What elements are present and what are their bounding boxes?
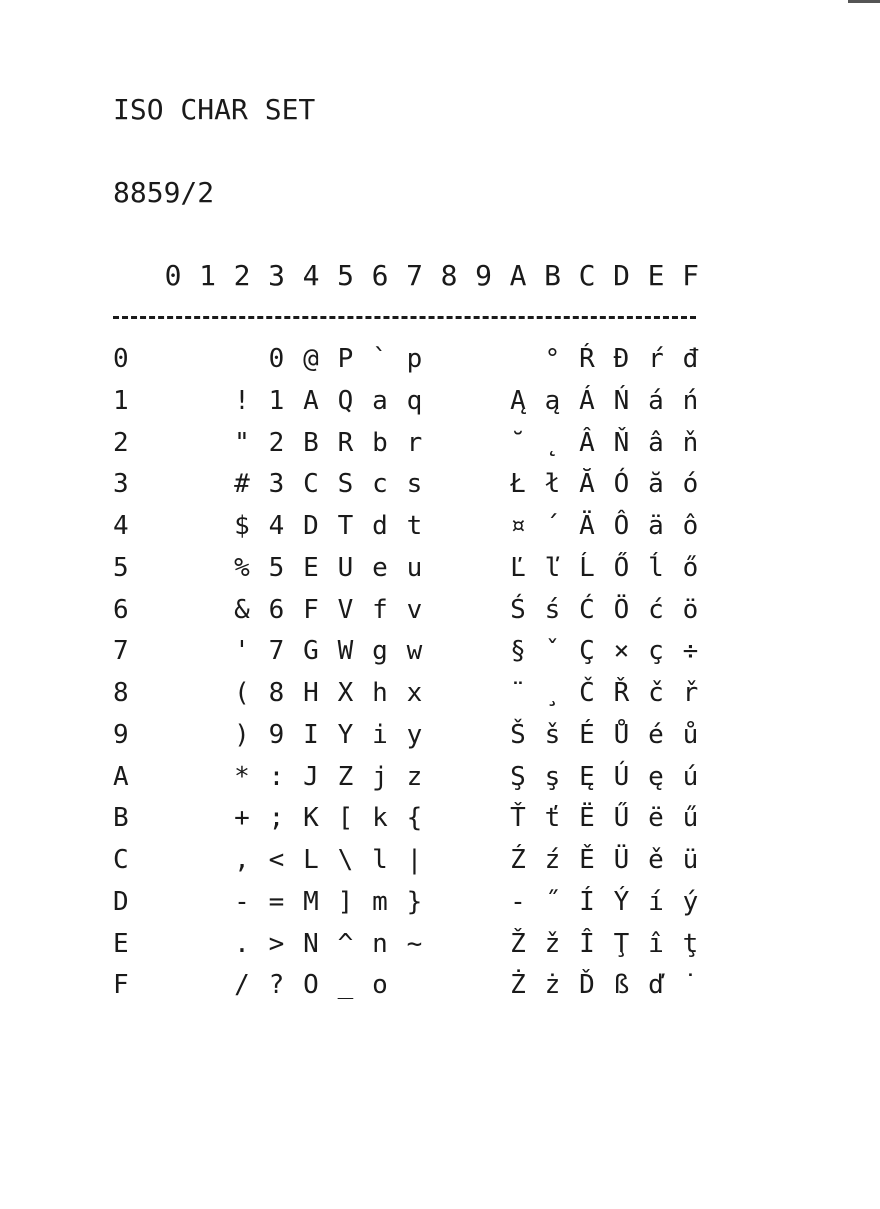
char-cell-af: Ż [510,970,526,1001]
char-cell-b5: ľ [544,552,561,583]
char-cell-ed: í [648,886,664,917]
char-cell-f3: ó [682,469,699,500]
char-cell-54: T [337,511,354,541]
char-cell-cc: Ě [579,845,595,875]
char-cell-a5: Ľ [510,552,526,583]
char-cell-73: s [406,469,423,500]
char-cell-ce: Î [579,928,595,959]
char-cell-44: D [303,511,319,541]
char-cell-fa: ú [682,761,699,792]
char-cell-d2: Ň [613,427,630,458]
char-cell-49: I [303,719,319,750]
char-cell-da: Ú [613,761,630,792]
char-cell-f6: ö [682,594,699,625]
char-cell-58: X [337,678,354,708]
char-cell-f9: ů [682,719,699,750]
column-header-c: C [578,259,596,292]
char-cell-b0: ° [544,344,561,374]
char-cell-c5: Ĺ [579,552,595,583]
char-cell-ec: ě [648,845,664,875]
char-cell-35: 5 [268,552,285,583]
column-header-1: 1 [199,259,216,292]
char-cell-fb: ű [682,803,699,834]
column-header-7: 7 [406,259,423,292]
char-cell-27: ' [234,636,250,667]
char-cell-fc: ü [682,845,699,875]
charset-code: 8859/2 [113,176,215,209]
char-cell-ee: î [648,928,664,959]
char-cell-77: w [406,636,423,667]
char-cell-71: q [406,385,423,416]
char-cell-5c: \ [337,845,354,875]
char-cell-76: v [406,594,423,625]
char-cell-2e: . [234,928,250,959]
char-cell-e4: ä [648,511,664,541]
char-cell-40: @ [303,344,319,374]
char-cell-d7: × [613,636,630,667]
char-cell-72: r [406,427,423,458]
char-cell-c4: Ä [579,511,595,541]
char-cell-bc: ź [544,845,561,875]
char-cell-bb: ť [544,803,561,834]
char-cell-a8: ¨ [510,678,526,708]
char-cell-ac: Ź [510,845,526,875]
char-cell-d8: Ř [613,678,630,708]
char-cell-53: S [337,469,354,500]
char-cell-45: E [303,552,319,583]
column-header-0: 0 [164,259,182,292]
char-cell-5b: [ [337,803,354,834]
char-cell-41: A [303,385,319,416]
char-cell-c6: Ć [579,594,595,625]
char-cell-4d: M [303,886,319,917]
char-cell-a7: § [510,636,526,667]
char-cell-f7: ÷ [682,636,699,667]
char-cell-b3: ł [544,469,561,500]
char-cell-cf: Ď [579,970,595,1001]
char-cell-ca: Ę [579,761,595,792]
char-cell-37: 7 [268,636,285,667]
column-header-6: 6 [371,259,389,292]
char-cell-33: 3 [268,469,285,500]
char-cell-ab: Ť [510,803,526,834]
char-cell-6a: j [372,761,388,792]
char-cell-2a: * [234,761,250,792]
char-cell-63: c [372,469,388,500]
row-label-3: 3 [113,469,129,500]
char-cell-6e: n [372,928,388,959]
char-cell-de: Ţ [613,928,630,959]
char-cell-56: V [337,594,354,625]
char-cell-7b: { [406,803,423,834]
char-cell-d9: Ů [613,719,630,750]
char-cell-65: e [372,552,388,583]
char-cell-5f: _ [337,970,354,1001]
char-cell-a4: ¤ [510,511,526,541]
char-cell-c7: Ç [579,636,595,667]
char-cell-5a: Z [337,761,354,792]
char-cell-ea: ę [648,761,664,792]
char-cell-6f: o [372,970,388,1001]
column-header-f: F [682,259,699,292]
char-cell-f5: ő [682,552,699,583]
char-cell-4a: J [303,761,319,792]
char-cell-d4: Ô [613,511,630,541]
char-cell-3b: ; [268,803,285,834]
row-label-9: 9 [113,719,129,750]
char-cell-36: 6 [268,594,285,625]
char-cell-e1: á [648,385,664,416]
char-cell-47: G [303,636,319,667]
char-cell-d5: Ő [613,552,630,583]
char-cell-cb: Ë [579,803,595,834]
char-cell-26: & [234,594,250,625]
char-cell-eb: ë [648,803,664,834]
char-cell-bd: ˝ [544,886,561,917]
char-cell-e9: é [648,719,664,750]
char-cell-5e: ^ [337,928,354,959]
char-cell-c3: Ă [579,469,595,500]
row-label-2: 2 [113,427,129,458]
char-cell-78: x [406,678,423,708]
char-cell-c2: Â [579,427,595,458]
char-cell-c0: Ŕ [579,344,595,374]
row-label-4: 4 [113,511,129,541]
char-cell-e7: ç [648,636,664,667]
char-cell-21: ! [234,385,250,416]
row-label-0: 0 [113,344,129,374]
char-cell-6b: k [372,803,388,834]
char-cell-ba: ş [544,761,561,792]
char-cell-fe: ţ [682,928,699,959]
column-header-8: 8 [440,259,458,292]
char-cell-b8: ¸ [544,678,561,708]
char-cell-28: ( [234,678,250,708]
char-cell-23: # [234,469,250,500]
char-cell-dd: Ý [613,886,630,917]
char-cell-3f: ? [268,970,285,1001]
char-cell-a9: Š [510,719,526,750]
char-cell-62: b [372,427,388,458]
char-cell-4f: O [303,970,319,1001]
char-cell-dc: Ü [613,845,630,875]
char-cell-b4: ´ [544,511,561,541]
char-cell-a3: Ł [510,469,526,500]
row-label-6: 6 [113,594,129,625]
char-cell-74: t [406,511,423,541]
char-cell-c1: Á [579,385,595,416]
char-cell-b2: ˛ [544,427,561,458]
char-cell-24: $ [234,511,250,541]
char-cell-ff: ˙ [682,970,699,1001]
row-label-a: A [113,761,129,792]
column-header-2: 2 [233,259,251,292]
row-label-e: E [113,928,129,959]
char-cell-34: 4 [268,511,285,541]
column-header-4: 4 [302,259,320,292]
char-cell-d6: Ö [613,594,630,625]
char-cell-75: u [406,552,423,583]
char-cell-25: % [234,552,250,583]
char-cell-bf: ż [544,970,561,1001]
char-cell-3e: > [268,928,285,959]
char-cell-f1: ń [682,385,699,416]
char-cell-3c: < [268,845,285,875]
char-cell-e2: â [648,427,664,458]
row-label-b: B [113,803,129,834]
char-cell-7d: } [406,886,423,917]
char-cell-39: 9 [268,719,285,750]
char-cell-38: 8 [268,678,285,708]
char-cell-2d: - [234,886,250,917]
char-cell-2b: + [234,803,250,834]
char-cell-55: U [337,552,354,583]
char-cell-43: C [303,469,319,500]
char-cell-e6: ć [648,594,664,625]
char-cell-b9: š [544,719,561,750]
char-cell-46: F [303,594,319,625]
char-cell-e5: ĺ [648,552,664,583]
char-cell-4c: L [303,845,319,875]
char-cell-60: ` [372,344,388,374]
char-cell-31: 1 [268,385,285,416]
column-header-d: D [613,259,630,292]
char-cell-3a: : [268,761,285,792]
row-label-8: 8 [113,678,129,708]
char-cell-ad: - [510,886,526,917]
char-cell-69: i [372,719,388,750]
char-cell-42: B [303,427,319,458]
char-cell-57: W [337,636,354,667]
row-label-1: 1 [113,385,129,416]
char-cell-c8: Č [579,678,595,708]
char-cell-d3: Ó [613,469,630,500]
char-cell-51: Q [337,385,354,416]
header-divider [113,316,696,319]
char-cell-2f: / [234,970,250,1001]
char-cell-db: Ű [613,803,630,834]
char-cell-fd: ý [682,886,699,917]
column-header-b: B [544,259,561,292]
char-cell-f2: ň [682,427,699,458]
char-cell-48: H [303,678,319,708]
column-header-a: A [509,259,527,292]
char-cell-aa: Ş [510,761,526,792]
row-label-d: D [113,886,129,917]
char-cell-f8: ř [682,678,699,708]
column-header-3: 3 [268,259,285,292]
char-cell-b7: ˇ [544,636,561,667]
char-cell-e3: ă [648,469,664,500]
char-cell-a2: ˘ [510,427,526,458]
char-cell-52: R [337,427,354,458]
char-cell-f0: đ [682,344,699,374]
char-cell-32: 2 [268,427,285,458]
page-title: ISO CHAR SET [113,93,316,126]
char-cell-68: h [372,678,388,708]
char-cell-22: " [234,427,250,458]
char-cell-e0: ŕ [648,344,664,374]
char-cell-be: ž [544,928,561,959]
char-cell-ef: ď [648,970,664,1001]
char-cell-2c: , [234,845,250,875]
char-cell-64: d [372,511,388,541]
char-cell-4e: N [303,928,319,959]
char-cell-b1: ą [544,385,561,416]
char-cell-61: a [372,385,388,416]
char-cell-c9: É [579,719,595,750]
char-cell-cd: Í [579,886,595,917]
row-label-f: F [113,970,129,1001]
char-cell-e8: č [648,678,664,708]
char-cell-a6: Ś [510,594,526,625]
char-cell-d0: Đ [613,344,630,374]
corner-scan-mark [848,0,880,3]
char-cell-30: 0 [268,344,285,374]
char-cell-ae: Ž [510,928,526,959]
column-header-5: 5 [337,259,354,292]
char-cell-6c: l [372,845,388,875]
char-cell-50: P [337,344,354,374]
char-cell-79: y [406,719,423,750]
char-cell-29: ) [234,719,250,750]
char-cell-67: g [372,636,388,667]
char-cell-4b: K [303,803,319,834]
char-cell-f4: ô [682,511,699,541]
row-label-7: 7 [113,636,129,667]
char-cell-59: Y [337,719,354,750]
char-cell-66: f [372,594,388,625]
row-label-5: 5 [113,552,129,583]
char-cell-b6: ś [544,594,561,625]
char-cell-5d: ] [337,886,354,917]
row-label-c: C [113,845,129,875]
char-cell-7c: | [406,845,423,875]
char-cell-df: ß [613,970,630,1001]
char-cell-70: p [406,344,423,374]
char-cell-a1: Ą [510,385,526,416]
column-header-9: 9 [475,259,492,292]
char-cell-3d: = [268,886,285,917]
column-header-e: E [647,259,665,292]
char-cell-6d: m [372,886,388,917]
char-cell-d1: Ń [613,385,630,416]
char-cell-7e: ~ [406,928,423,959]
char-cell-7a: z [406,761,423,792]
